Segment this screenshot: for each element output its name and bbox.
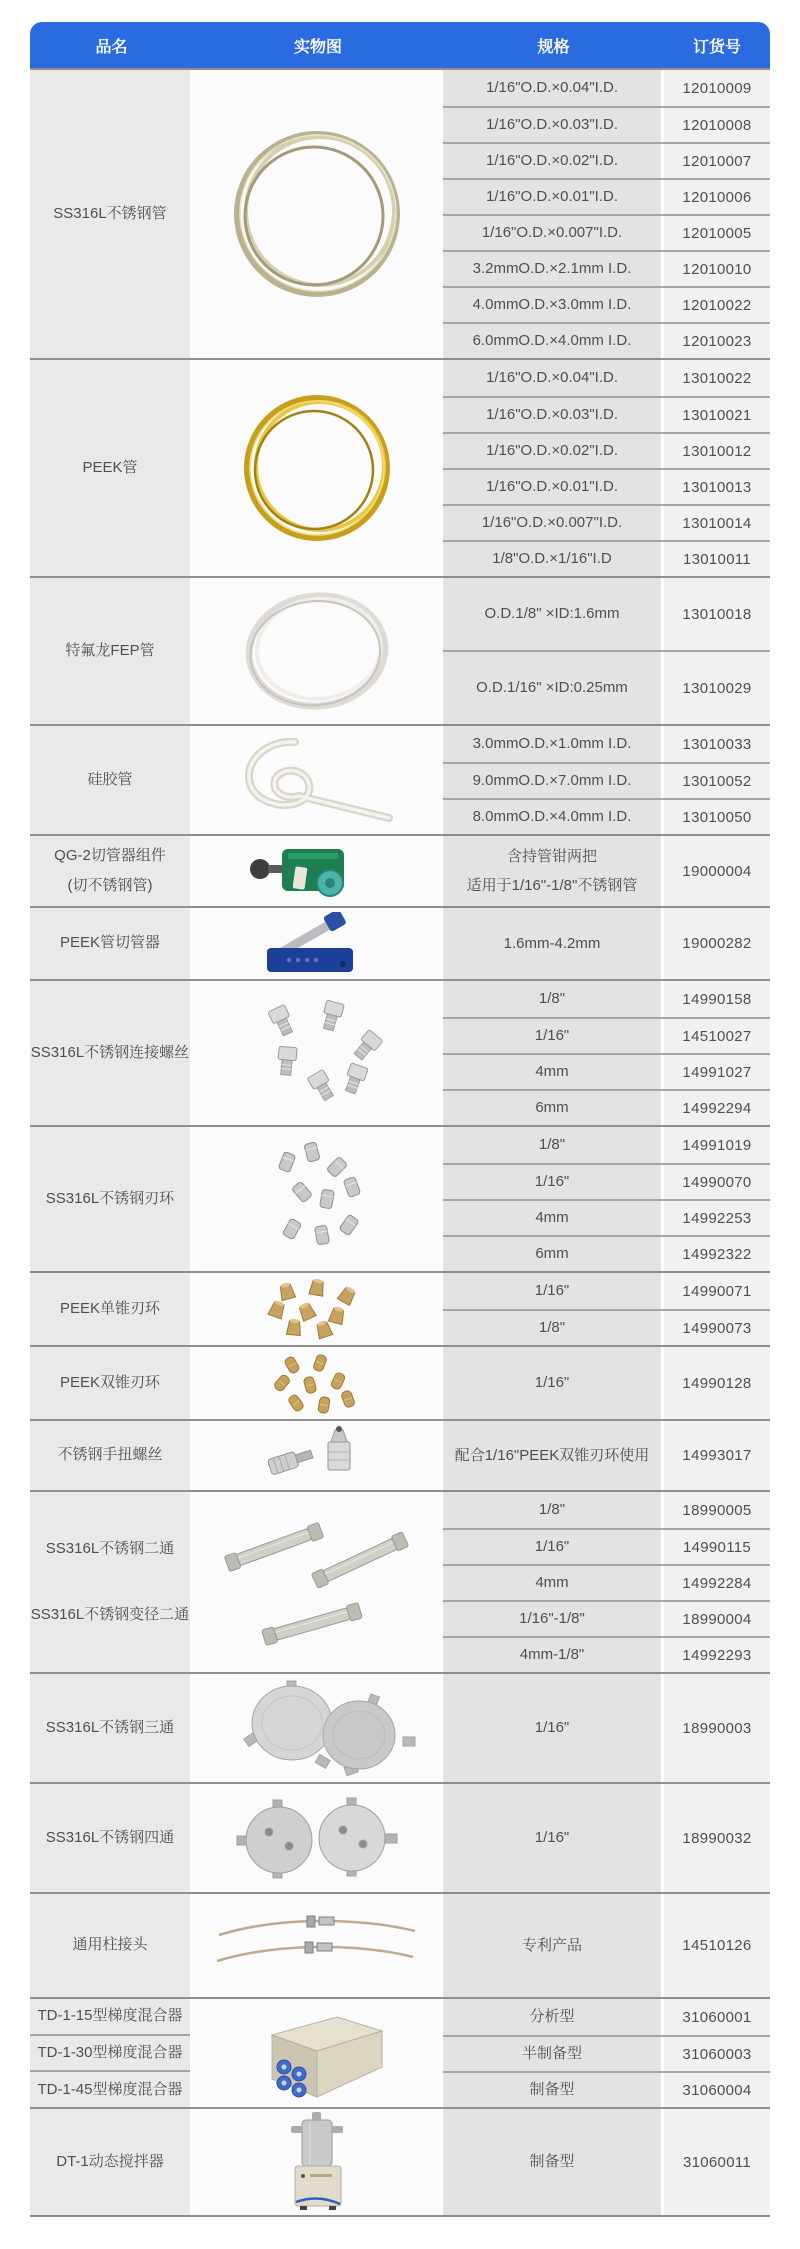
spec-text: O.D.1/16" ×ID:0.25mm [476, 679, 628, 697]
spec-rows [443, 981, 770, 1125]
order-number-cell: 14510126 [664, 1894, 770, 1997]
spec-rows [443, 908, 770, 979]
order-number-cell: 13010011 [664, 542, 770, 576]
header-col-photo: 实物图 [293, 38, 342, 56]
spec-text: 专利产品 [521, 1936, 582, 1954]
spec-row [443, 1894, 770, 1997]
spec-cell [443, 216, 661, 250]
spec-row [443, 1089, 770, 1125]
spec-text: 4mm [535, 1209, 569, 1227]
order-number-cell: 12010006 [664, 180, 770, 214]
spec-row [443, 396, 770, 432]
spec-cell [443, 144, 661, 178]
spec-cell [443, 1530, 661, 1564]
spec-text: 1/16"O.D.×0.04"I.D. [486, 79, 618, 97]
spec-row [443, 1163, 770, 1199]
order-number-cell: 14510027 [664, 1019, 770, 1053]
order-number-cell: 12010023 [664, 324, 770, 358]
spec-text: 1/16" [534, 1173, 570, 1191]
order-number-cell: 31060001 [664, 1999, 770, 2035]
product-name-cell [30, 1999, 190, 2034]
spec-text: 配合1/16"PEEK双锥刃环使用 [454, 1446, 650, 1464]
spec-text: 1/16"O.D.×0.007"I.D. [481, 224, 623, 242]
spec-row [443, 1636, 770, 1672]
spec-cell [443, 1784, 661, 1892]
product-image-cell [193, 908, 440, 979]
product-name: PEEK管 [82, 458, 138, 476]
spec-row [443, 1492, 770, 1528]
spec-text: 8.0mmO.D.×4.0mm I.D. [472, 808, 632, 826]
product-image-cell [193, 1347, 440, 1419]
product-name: SS316L不锈钢四通 [45, 1828, 175, 1846]
spec-cell [443, 360, 661, 396]
product-name: TD-1-30型梯度混合器 [37, 2043, 183, 2061]
spec-cell [443, 1091, 661, 1125]
product-name-cell [30, 578, 190, 724]
table-body [30, 68, 770, 2217]
spec-cell [443, 1055, 661, 1089]
spec-row [443, 106, 770, 142]
spec-cell [443, 1347, 661, 1419]
product-name-cell [30, 1421, 190, 1490]
product-name-cell [30, 2034, 190, 2071]
spec-text: 6mm [535, 1245, 569, 1263]
product-group [30, 834, 770, 906]
spec-row [443, 836, 770, 906]
product-name-cell [30, 1894, 190, 1997]
spec-row [443, 1564, 770, 1600]
order-number-cell: 14990115 [664, 1530, 770, 1564]
order-number-cell: 14990071 [664, 1273, 770, 1309]
spec-cell [443, 1019, 661, 1053]
spec-cell [443, 1421, 661, 1490]
spec-cell [443, 434, 661, 468]
product-name: 特氟龙FEP管 [65, 641, 155, 659]
spec-text: 6mm [535, 1099, 569, 1117]
product-image-cell [193, 1674, 440, 1782]
spec-cell [443, 836, 661, 906]
spec-row [443, 360, 770, 396]
order-number-cell: 14992293 [664, 1638, 770, 1672]
order-number-cell: 18990005 [664, 1492, 770, 1528]
product-group [30, 979, 770, 1125]
product-name-cell [30, 908, 190, 979]
silicone-tubing-photo [207, 732, 427, 828]
spec-row [443, 1017, 770, 1053]
spec-cell [443, 800, 661, 834]
spec-text: 3.0mmO.D.×1.0mm I.D. [472, 735, 632, 753]
spec-cell [443, 1201, 661, 1235]
spec-row [443, 1199, 770, 1235]
spec-row [443, 2071, 770, 2107]
product-name: SS316L不锈钢二通 [45, 1539, 175, 1557]
spec-cell [443, 1127, 661, 1163]
product-image-cell [193, 360, 440, 576]
order-number-cell: 13010052 [664, 764, 770, 798]
spec-text: 1/16"O.D.×0.01"I.D. [486, 478, 618, 496]
product-name: SS316L不锈钢连接螺丝 [30, 1043, 190, 1061]
product-image-cell [193, 981, 440, 1125]
spec-row [443, 1235, 770, 1271]
spec-text: 1/16"O.D.×0.04"I.D. [486, 369, 618, 387]
order-number-cell: 14990158 [664, 981, 770, 1017]
product-image-cell [193, 1127, 440, 1271]
catalog-page [0, 22, 800, 2249]
spec-text: 1/16" [534, 1538, 570, 1556]
spec-text: 1/16"O.D.×0.01"I.D. [486, 188, 618, 206]
spec-text: 制备型 [529, 2153, 575, 2171]
order-number-cell: 14990128 [664, 1347, 770, 1419]
qg2-cutter-photo [242, 841, 392, 901]
product-name: 不锈钢手扭螺丝 [57, 1446, 163, 1464]
spec-text: 1/8" [538, 1319, 566, 1337]
spec-text: 1/16"O.D.×0.03"I.D. [486, 406, 618, 424]
spec-cell [443, 1566, 661, 1600]
product-name: PEEK管切管器 [59, 934, 161, 952]
spec-cell [443, 1894, 661, 1997]
product-image-cell [193, 726, 440, 834]
product-name-cell [30, 836, 190, 906]
spec-cell [443, 398, 661, 432]
spec-rows [443, 1674, 770, 1782]
peek-single-ferrules-photo [232, 1278, 402, 1340]
spec-text: 1/8" [538, 1501, 566, 1519]
spec-cell [443, 506, 661, 540]
spec-rows [443, 70, 770, 358]
spec-row [443, 762, 770, 798]
spec-rows [443, 1273, 770, 1345]
spec-cell [443, 1165, 661, 1199]
spec-text: 1/16"-1/8" [519, 1610, 585, 1628]
spec-cell [443, 726, 661, 762]
product-group [30, 2107, 770, 2215]
column-connector-photo [207, 1901, 427, 1991]
screws-photo [227, 991, 407, 1115]
product-name: 通用柱接头 [72, 1936, 148, 1954]
spec-text: 4mm [535, 1574, 569, 1592]
spec-cell [443, 2073, 661, 2107]
spec-row [443, 250, 770, 286]
product-group [30, 1892, 770, 1997]
order-number-cell: 14990073 [664, 1311, 770, 1345]
order-number-cell: 14992284 [664, 1566, 770, 1600]
spec-cell [443, 180, 661, 214]
spec-text: 制备型 [529, 2081, 575, 2099]
spec-cell [443, 2109, 661, 2215]
product-name-column [30, 1999, 193, 2107]
spec-row [443, 981, 770, 1017]
spec-row [443, 178, 770, 214]
spec-row [443, 650, 770, 724]
unions-photo [212, 1502, 422, 1662]
product-group [30, 68, 770, 358]
order-number-cell: 14992294 [664, 1091, 770, 1125]
order-number-cell: 13010012 [664, 434, 770, 468]
product-image-cell [193, 1273, 440, 1345]
spec-text: 1/16"O.D.×0.02"I.D. [486, 442, 618, 460]
product-name-cell [30, 726, 190, 834]
order-number-cell: 12010022 [664, 288, 770, 322]
spec-row [443, 286, 770, 322]
spec-rows [443, 1127, 770, 1271]
spec-row [443, 1600, 770, 1636]
order-number-cell: 18990032 [664, 1784, 770, 1892]
spec-row [443, 908, 770, 979]
spec-rows [443, 1347, 770, 1419]
order-number-cell: 13010029 [664, 652, 770, 724]
spec-cell [443, 288, 661, 322]
order-number-cell: 31060011 [664, 2109, 770, 2215]
product-name: SS316L不锈钢变径二通 [30, 1606, 190, 1624]
spec-row [443, 1674, 770, 1782]
spec-row [443, 468, 770, 504]
product-name: PEEK双锥刃环 [59, 1373, 161, 1391]
order-number-cell: 14990070 [664, 1165, 770, 1199]
spec-row [443, 70, 770, 106]
product-name-cell [30, 1492, 190, 1672]
order-number-cell: 13010021 [664, 398, 770, 432]
product-image-cell [193, 1894, 440, 1997]
spec-cell [443, 652, 661, 724]
spec-row [443, 726, 770, 762]
spec-row [443, 142, 770, 178]
product-name: PEEK单锥刃环 [59, 1299, 161, 1317]
spec-cell [443, 1999, 661, 2035]
spec-text: 1/8" [538, 990, 566, 1008]
header-col-spec: 规格 [537, 38, 570, 56]
order-number-cell: 12010007 [664, 144, 770, 178]
spec-text: 1/16" [534, 1829, 570, 1847]
product-name-cell [30, 1273, 190, 1345]
spec-row [443, 1347, 770, 1419]
product-name: DT-1动态搅拌器 [56, 2152, 164, 2170]
order-number-cell: 14991027 [664, 1055, 770, 1089]
order-number-cell: 31060004 [664, 2073, 770, 2107]
cross-photo [217, 1788, 417, 1888]
spec-row [443, 1421, 770, 1490]
spec-row [443, 1528, 770, 1564]
spec-rows [443, 1999, 770, 2107]
spec-text: 1/8" [538, 1136, 566, 1154]
spec-rows [443, 2109, 770, 2215]
product-group [30, 1345, 770, 1419]
spec-row [443, 578, 770, 650]
spec-rows [443, 1492, 770, 1672]
spec-text: 6.0mmO.D.×4.0mm I.D. [472, 332, 632, 350]
product-name: SS316L不锈钢刃环 [45, 1189, 175, 1207]
product-group [30, 1271, 770, 1345]
spec-row [443, 322, 770, 358]
spec-text: 适用于1/16"-1/8"不锈钢管 [466, 877, 638, 894]
spec-text: 1/16" [534, 1282, 570, 1300]
gradient-mixer-photo [232, 2005, 402, 2101]
order-number-cell: 13010014 [664, 506, 770, 540]
spec-text: 1/16" [534, 1719, 570, 1737]
spec-rows [443, 1894, 770, 1997]
spec-cell [443, 542, 661, 576]
order-number-cell: 12010010 [664, 252, 770, 286]
spec-text: 1/16" [534, 1374, 570, 1392]
peek-tubing-photo [207, 373, 427, 563]
product-name: QG-2切管器组件 [54, 846, 166, 864]
spec-row [443, 504, 770, 540]
tee-photo [217, 1679, 417, 1777]
ss316l-tubing-photo [207, 89, 427, 339]
table-header-row [30, 22, 770, 68]
product-group [30, 1782, 770, 1892]
spec-text: 1.6mm-4.2mm [503, 934, 601, 952]
product-name-cell [30, 981, 190, 1125]
spec-cell [443, 70, 661, 106]
product-name-cell [30, 2070, 190, 2107]
header-col-order-number: 订货号 [692, 38, 741, 56]
order-number-cell: 18990003 [664, 1674, 770, 1782]
order-number-cell: 12010009 [664, 70, 770, 106]
product-name-cell [30, 2109, 190, 2215]
spec-cell [443, 1602, 661, 1636]
spec-cell [443, 2037, 661, 2071]
spec-rows [443, 1784, 770, 1892]
product-image-cell [193, 1999, 440, 2107]
fep-tubing-photo [207, 586, 427, 716]
spec-cell [443, 470, 661, 504]
dynamic-stirrer-photo [252, 2112, 382, 2212]
product-image-cell [193, 578, 440, 724]
product-group [30, 358, 770, 576]
spec-row [443, 1273, 770, 1309]
product-group [30, 906, 770, 979]
product-name-cell [30, 1674, 190, 1782]
spec-text: 1/16"O.D.×0.03"I.D. [486, 116, 618, 134]
spec-cell [443, 1273, 661, 1309]
order-number-cell: 14992322 [664, 1237, 770, 1271]
product-name-cell [30, 70, 190, 358]
product-group [30, 1672, 770, 1782]
order-number-cell: 19000004 [664, 836, 770, 906]
spec-cell [443, 578, 661, 650]
product-name: (切不锈钢管) [67, 876, 153, 894]
spec-text: 分析型 [529, 2008, 575, 2026]
order-number-cell: 13010018 [664, 578, 770, 650]
order-number-cell: 14991019 [664, 1127, 770, 1163]
spec-row [443, 1053, 770, 1089]
order-number-cell: 13010022 [664, 360, 770, 396]
product-image-cell [193, 836, 440, 906]
product-name: SS316L不锈钢三通 [45, 1718, 175, 1736]
product-group [30, 724, 770, 834]
spec-text: 1/8"O.D.×1/16"I.D [492, 550, 612, 568]
order-number-cell: 13010033 [664, 726, 770, 762]
product-name: TD-1-15型梯度混合器 [37, 2007, 183, 2025]
product-image-cell [193, 70, 440, 358]
header-col-product-name: 品名 [95, 38, 128, 56]
thumb-screws-photo [247, 1426, 387, 1486]
order-number-cell: 14993017 [664, 1421, 770, 1490]
order-number-cell: 14992253 [664, 1201, 770, 1235]
product-image-cell [193, 2109, 440, 2215]
order-number-cell: 12010005 [664, 216, 770, 250]
product-group [30, 1419, 770, 1490]
spec-row [443, 214, 770, 250]
product-name-cell [30, 360, 190, 576]
spec-text: 4mm-1/8" [519, 1646, 585, 1664]
spec-cell [443, 1674, 661, 1782]
spec-text: 半制备型 [521, 2045, 582, 2063]
steel-ferrules-photo [227, 1137, 407, 1261]
product-image-cell [193, 1421, 440, 1490]
spec-cell [443, 1638, 661, 1672]
spec-row [443, 1999, 770, 2035]
spec-cell [443, 108, 661, 142]
spec-rows [443, 578, 770, 724]
order-number-cell: 12010008 [664, 108, 770, 142]
spec-rows [443, 360, 770, 576]
spec-row [443, 2035, 770, 2071]
product-name: TD-1-45型梯度混合器 [37, 2080, 183, 2098]
spec-text: O.D.1/8" ×ID:1.6mm [484, 605, 620, 623]
product-name: SS316L不锈钢管 [53, 204, 167, 222]
spec-text: 4.0mmO.D.×3.0mm I.D. [472, 296, 632, 314]
product-group [30, 1997, 770, 2107]
spec-text: 4mm [535, 1063, 569, 1081]
spec-row [443, 1127, 770, 1163]
spec-cell [443, 981, 661, 1017]
spec-cell [443, 1311, 661, 1345]
spec-row [443, 2109, 770, 2215]
spec-cell [443, 908, 661, 979]
order-number-cell: 13010013 [664, 470, 770, 504]
order-number-cell: 31060003 [664, 2037, 770, 2071]
spec-cell [443, 764, 661, 798]
spec-text: 1/16"O.D.×0.007"I.D. [481, 514, 623, 532]
product-catalog-table [30, 22, 770, 2217]
product-name-cell [30, 1347, 190, 1419]
spec-cell [443, 324, 661, 358]
spec-cell [443, 1237, 661, 1271]
spec-rows [443, 1421, 770, 1490]
spec-row [443, 432, 770, 468]
product-name: 硅胶管 [87, 770, 133, 788]
product-group [30, 1490, 770, 1672]
spec-text: 1/16" [534, 1027, 570, 1045]
spec-cell [443, 1492, 661, 1528]
product-image-cell [193, 1492, 440, 1672]
spec-row [443, 540, 770, 576]
spec-rows [443, 836, 770, 906]
spec-row [443, 1309, 770, 1345]
spec-row [443, 798, 770, 834]
spec-text: 3.2mmO.D.×2.1mm I.D. [472, 260, 632, 278]
spec-text: 含持管钳两把 [506, 847, 597, 865]
product-image-cell [193, 1784, 440, 1892]
product-group [30, 1125, 770, 1271]
order-number-cell: 19000282 [664, 908, 770, 979]
product-name-cell [30, 1127, 190, 1271]
spec-rows [443, 726, 770, 834]
order-number-cell: 13010050 [664, 800, 770, 834]
product-name-cell [30, 1784, 190, 1892]
product-group [30, 576, 770, 724]
peek-double-ferrules-photo [232, 1351, 402, 1415]
peek-cutter-photo [237, 912, 397, 976]
order-number-cell: 18990004 [664, 1602, 770, 1636]
spec-text: 9.0mmO.D.×7.0mm I.D. [472, 772, 632, 790]
spec-cell [443, 252, 661, 286]
spec-text: 1/16"O.D.×0.02"I.D. [486, 152, 618, 170]
spec-row [443, 1784, 770, 1892]
